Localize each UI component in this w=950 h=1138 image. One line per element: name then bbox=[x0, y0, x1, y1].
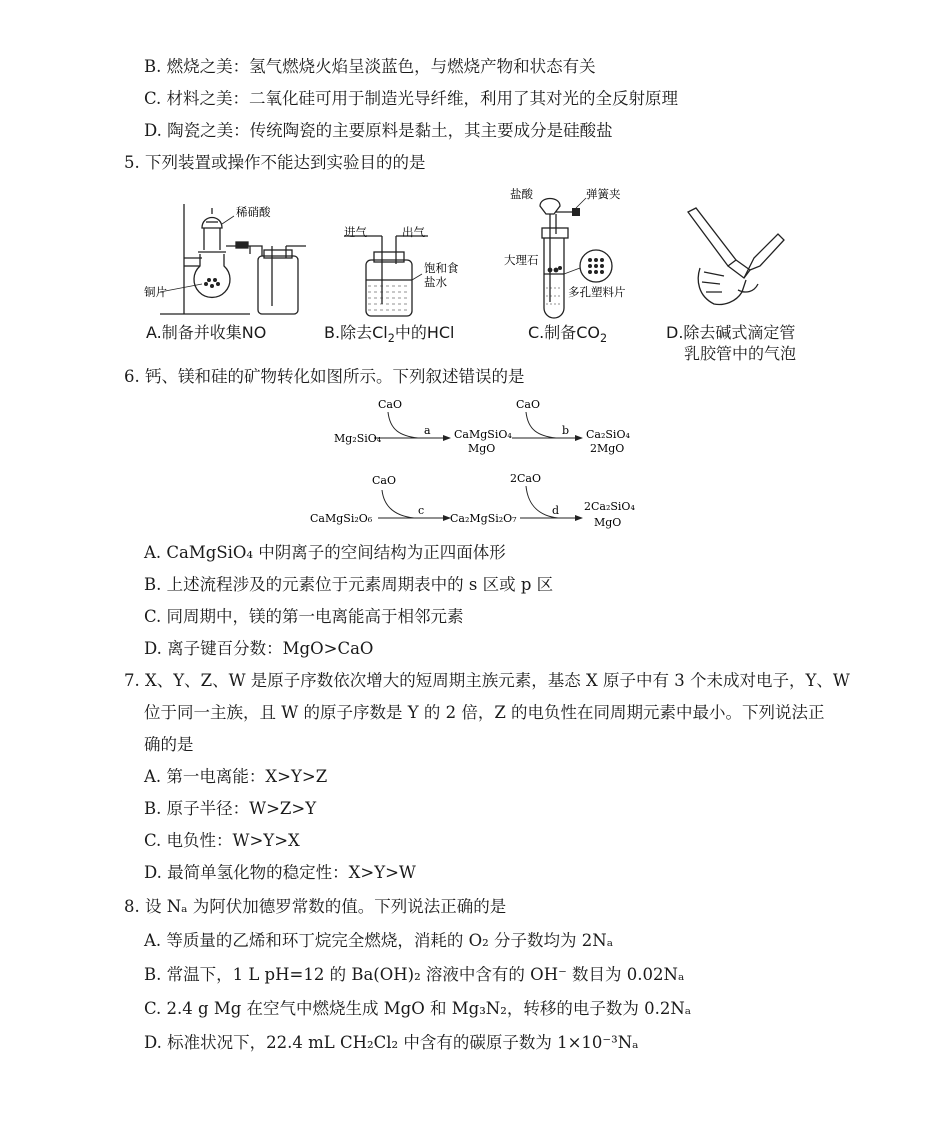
label-step-c: c bbox=[418, 504, 425, 517]
q6-option-c: C. 同周期中，镁的第一电离能高于相邻元素 bbox=[144, 607, 464, 626]
label-saturated-brine-2: 盐水 bbox=[424, 275, 447, 289]
dropping-funnel bbox=[202, 218, 222, 229]
reagent-cao-b: CaO bbox=[516, 398, 540, 411]
burette-tube bbox=[688, 208, 736, 266]
q6-option-a: A. CaMgSiO₄ 中阴离子的空间结构为正四面体形 bbox=[144, 543, 506, 562]
test-tube bbox=[544, 238, 564, 318]
label-gas-in: 进气 bbox=[344, 225, 367, 239]
species-2ca2sio4: 2Ca₂SiO₄ bbox=[584, 500, 635, 513]
label-hydrochloric-acid: 盐酸 bbox=[510, 187, 533, 201]
q4-option-b: B. 燃烧之美：氢气燃烧火焰呈淡蓝色，与燃烧产物和状态有关 bbox=[144, 57, 596, 76]
caption-b-sub: 2 bbox=[387, 332, 395, 346]
q4-option-d: D. 陶瓷之美：传统陶瓷的主要原料是黏土，其主要成分是硅酸盐 bbox=[144, 121, 613, 140]
species-camgsi2o6: CaMgSi₂O₆ bbox=[310, 512, 373, 525]
q7-stem-line-2: 位于同一主族，且 W 的原子序数是 Y 的 2 倍，Z 的电负性在同周期元素中最小。下列说法正 bbox=[144, 703, 825, 722]
q8-option-d: D. 标准状况下，22.4 mL CH₂Cl₂ 中含有的碳原子数为 1×10⁻³Nₐ bbox=[144, 1033, 639, 1052]
species-2mgo: 2MgO bbox=[590, 442, 625, 455]
q6-option-d: D. 离子键百分数：MgO>CaO bbox=[144, 639, 374, 658]
q6-stem: 6. 钙、镁和硅的矿物转化如图所示。下列叙述错误的是 bbox=[124, 367, 525, 386]
q8-option-a: A. 等质量的乙烯和环丁烷完全燃烧，消耗的 O₂ 分子数均为 2Nₐ bbox=[144, 931, 614, 950]
label-step-b: b bbox=[562, 424, 570, 437]
q7-option-b: B. 原子半径：W>Z>Y bbox=[144, 799, 317, 818]
arrow-c-reagent-curve bbox=[382, 490, 414, 518]
figure-c-co2-generator bbox=[490, 184, 650, 320]
figure-d-burette-hand bbox=[680, 206, 790, 310]
mineral-conversion-scheme bbox=[300, 390, 660, 532]
wash-bottle bbox=[366, 260, 412, 316]
label-gas-out: 出气 bbox=[402, 225, 425, 239]
q5-stem: 5. 下列装置或操作不能达到实验目的的是 bbox=[124, 153, 426, 172]
species-mgo-d: MgO bbox=[594, 516, 622, 529]
label-dilute-nitric-acid: 稀硝酸 bbox=[236, 205, 271, 219]
brine-liquid bbox=[368, 286, 410, 310]
species-ca2mgsi2o7: Ca₂MgSi₂O₇ bbox=[450, 512, 517, 525]
q7-stem-line-3: 确的是 bbox=[144, 735, 194, 754]
caption-d-line-2: 乳胶管中的气泡 bbox=[684, 344, 797, 363]
q8-option-b: B. 常温下，1 L pH=12 的 Ba(OH)₂ 溶液中含有的 OH⁻ 数目为 0.02Nₐ bbox=[144, 965, 685, 984]
label-step-d: d bbox=[552, 504, 560, 517]
arrow-a-reagent-curve bbox=[388, 412, 418, 438]
q4-option-c: C. 材料之美：二氧化硅可用于制造光导纤维，利用了其对光的全反射原理 bbox=[144, 89, 679, 108]
label-saturated-brine-1: 饱和食 bbox=[424, 261, 459, 275]
q8-option-c: C. 2.4 g Mg 在空气中燃烧生成 MgO 和 Mg₃N₂，转移的电子数为 0.2Nₐ bbox=[144, 999, 692, 1018]
label-step-a: a bbox=[424, 424, 431, 437]
label-spring-clip: 弹簧夹 bbox=[586, 187, 621, 201]
species-mgo: MgO bbox=[468, 442, 496, 455]
reagent-2cao-d: 2CaO bbox=[510, 472, 541, 485]
species-camgsio4: CaMgSiO₄ bbox=[454, 428, 512, 441]
rubber-tip bbox=[744, 234, 784, 278]
q6-option-b: B. 上述流程涉及的元素位于元素周期表中的 s 区或 p 区 bbox=[144, 575, 554, 594]
arrow-b-reagent-curve bbox=[526, 412, 556, 438]
q7-option-d: D. 最简单氢化物的稳定性：X>Y>W bbox=[144, 863, 416, 882]
round-flask bbox=[194, 254, 230, 297]
caption-d-line-1: D.除去碱式滴定管 bbox=[666, 323, 796, 342]
q8-stem: 8. 设 Nₐ 为阿伏加德罗常数的值。下列说法正确的是 bbox=[124, 897, 507, 916]
species-ca2sio4: Ca₂SiO₄ bbox=[586, 428, 630, 441]
reagent-cao-a: CaO bbox=[378, 398, 402, 411]
caption-a: A.制备并收集NO bbox=[146, 323, 267, 342]
label-copper: 铜片 bbox=[144, 285, 167, 299]
caption-c-pre: C.制备CO bbox=[528, 323, 601, 342]
caption-b-pre: B.除去Cl bbox=[324, 323, 388, 342]
q7-stem-line-1: 7. X、Y、Z、W 是原子序数依次增大的短周期主族元素，基态 X 原子中有 3 个未成对电子，Y、W bbox=[124, 671, 850, 690]
caption-b-post: 中的HCl bbox=[394, 323, 455, 342]
label-marble: 大理石 bbox=[504, 253, 539, 267]
collection-bottle bbox=[258, 256, 298, 314]
species-mg2sio4: Mg₂SiO₄ bbox=[334, 432, 382, 445]
caption-c bbox=[528, 320, 607, 345]
caption-b bbox=[324, 320, 454, 345]
caption-c-sub: 2 bbox=[600, 332, 608, 346]
q7-option-a: A. 第一电离能：X>Y>Z bbox=[144, 767, 328, 786]
figure-b-wash-bottle bbox=[330, 224, 480, 320]
reagent-cao-c: CaO bbox=[372, 474, 396, 487]
label-porous-plate: 多孔塑料片 bbox=[568, 285, 626, 299]
q7-option-c: C. 电负性：W>Y>X bbox=[144, 831, 300, 850]
figure-a-no-apparatus bbox=[140, 196, 320, 320]
